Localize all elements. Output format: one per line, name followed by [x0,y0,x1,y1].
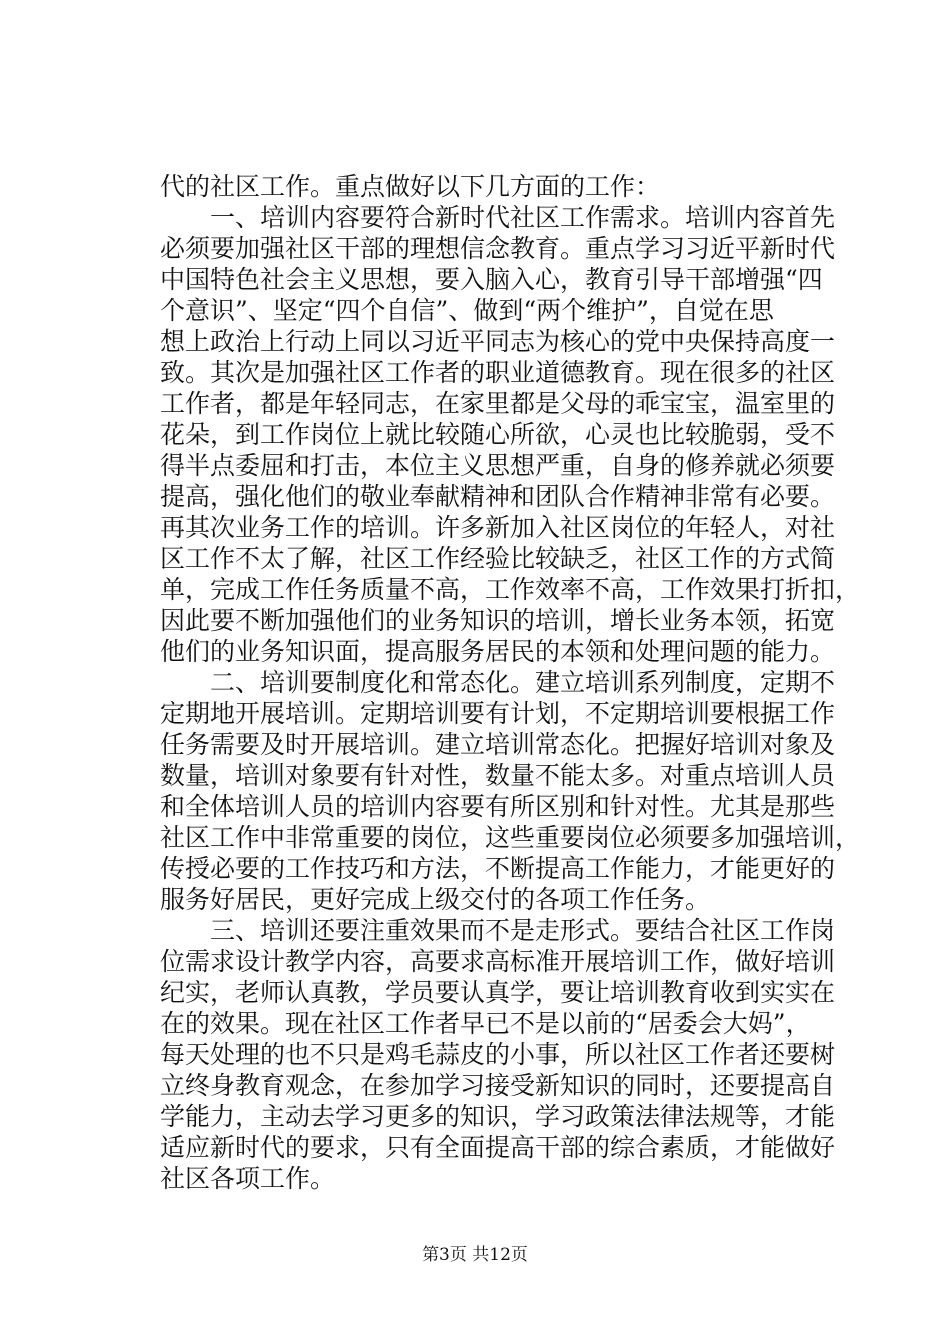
text-line: 单，完成工作任务质量不高，工作效率不高，工作效果打折扣， [160,575,861,604]
text-line: 代的社区工作。重点做好以下几方面的工作： [160,172,661,201]
page-number-footer: 第3页 共12页 [422,1245,528,1265]
text-line: 区工作不太了解，社区工作经验比较缺乏，社区工作的方式简 [160,544,836,573]
text-line: 任务需要及时开展培训。建立培训常态化。把握好培训对象及 [160,730,836,759]
text-line: 数量，培训对象要有针对性，数量不能太多。对重点培训人员 [160,761,836,790]
text-line: 服务好居民，更好完成上级交付的各项工作任务。 [160,885,711,914]
text-line: 个意识”、坚定“四个自信”、做到“两个维护”，自觉在思 [160,296,774,325]
text-line: 学能力，主动去学习更多的知识，学习政策法律法规等，才能 [160,1102,836,1131]
text-line: 在的效果。现在社区工作者早已不是以前的“居委会大妈”， [160,1009,811,1038]
text-line: 中国特色社会主义思想，要入脑入心，教育引导干部增强“四 [160,265,823,294]
text-line: 每天处理的也不只是鸡毛蒜皮的小事，所以社区工作者还要树 [160,1040,836,1069]
text-line: 工作者，都是年轻同志，在家里都是父母的乖宝宝，温室里的 [160,389,836,418]
text-line: 二、培训要制度化和常态化。建立培训系列制度，定期不 [160,668,836,697]
text-line: 想上政治上行动上同以习近平同志为核心的党中央保持高度一 [160,327,836,356]
text-line: 纪实，老师认真教，学员要认真学，要让培训教育收到实实在 [160,978,836,1007]
text-line: 他们的业务知识面，提高服务居民的本领和处理问题的能力。 [160,637,836,666]
text-line: 传授必要的工作技巧和方法，不断提高工作能力，才能更好的 [160,854,836,883]
text-line: 再其次业务工作的培训。许多新加入社区岗位的年轻人，对社 [160,513,836,542]
text-line: 一、培训内容要符合新时代社区工作需求。培训内容首先 [160,203,836,232]
text-line: 必须要加强社区干部的理想信念教育。重点学习习近平新时代 [160,234,836,263]
text-line: 得半点委屈和打击，本位主义思想严重，自身的修养就必须要 [160,451,836,480]
text-line: 三、培训还要注重效果而不是走形式。要结合社区工作岗 [160,916,836,945]
text-line: 定期地开展培训。定期培训要有计划，不定期培训要根据工作 [160,699,836,728]
text-line: 致。其次是加强社区工作者的职业道德教育。现在很多的社区 [160,358,836,387]
text-line: 立终身教育观念，在参加学习接受新知识的同时，还要提高自 [160,1071,836,1100]
text-line: 因此要不断加强他们的业务知识的培训，增长业务本领，拓宽 [160,606,836,635]
text-line: 适应新时代的要求，只有全面提高干部的综合素质，才能做好 [160,1133,836,1162]
text-line: 和全体培训人员的培训内容要有所区别和针对性。尤其是那些 [160,792,836,821]
text-line: 位需求设计教学内容，高要求高标准开展培训工作，做好培训 [160,947,836,976]
text-line: 花朵，到工作岗位上就比较随心所欲，心灵也比较脆弱，受不 [160,420,836,449]
text-line: 社区各项工作。 [160,1164,336,1193]
text-line: 提高，强化他们的敬业奉献精神和团队合作精神非常有必要。 [160,482,836,511]
text-line: 社区工作中非常重要的岗位，这些重要岗位必须要多加强培训， [160,823,861,852]
